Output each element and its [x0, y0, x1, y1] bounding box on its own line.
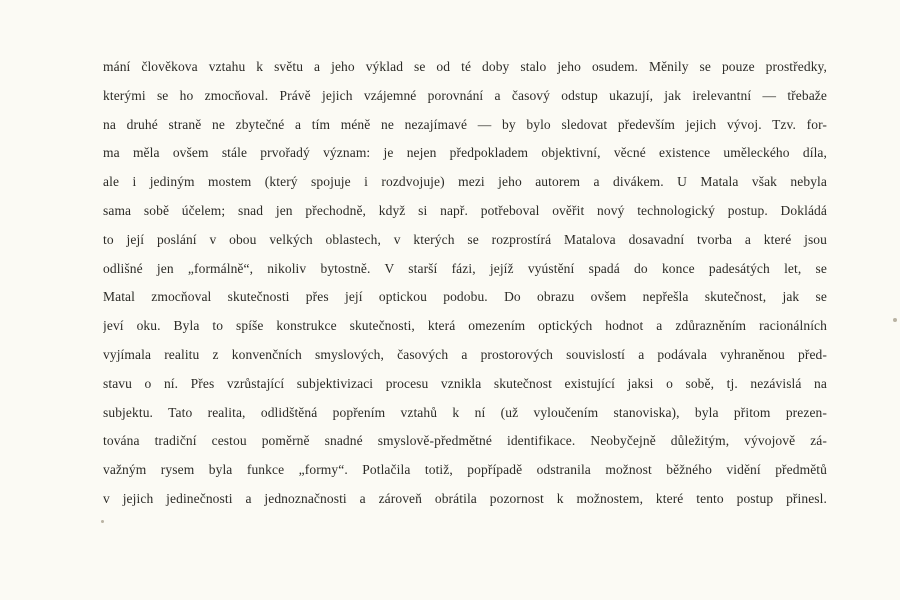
- text-line: na druhé straně ne zbytečné a tím méně ne nezajímavé — by bylo sledovat především jejich vývoj. Tzv. for-: [103, 116, 827, 132]
- text-line: subjektu. Tato realita, odlidštěná popřením vztahů k ní (už vyloučením stanoviska), byla přitom prezen-: [103, 404, 827, 420]
- text-line: ale i jediným mostem (který spojuje i rozdvojuje) mezi jeho autorem a divákem. U Matala však nebyla: [103, 174, 827, 190]
- text-line: tována tradiční cestou poměrně snadné smyslově-předmětné identifikace. Neobyčejně důležitým, vývojově zá-: [103, 433, 827, 449]
- text-line: ma měla ovšem stále prvořadý význam: je nejen předpokladem objektivní, věcné existence uměleckého díla,: [103, 145, 827, 161]
- text-line: kterými se ho zmocňoval. Právě jejich vzájemné porovnání a časový odstup ukazují, jak irelevantní — třebaže: [103, 87, 827, 103]
- text-line: stavu o ní. Přes vzrůstající subjektivizaci procesu vznikla skutečnost existující jaksi o sobě, tj. nezávislá na: [103, 375, 827, 391]
- text-line: odlišné jen „formálně“, nikoliv bytostně. V starší fázi, jejíž vyústění spadá do konce padesátých let, se: [103, 260, 827, 276]
- paper-speck: [101, 520, 104, 523]
- body-text: [103, 53, 827, 514]
- text-line: vyjímala realitu z konvenčních smyslových, časových a prostorových souvislostí a podávala vyhraněnou před-: [103, 346, 827, 362]
- text-line: važným rysem byla funkce „formy“. Potlačila totiž, popřípadě odstranila možnost běžného vidění předmětů: [103, 462, 827, 478]
- text-line: jeví oku. Byla to spíše konstrukce skutečnosti, která omezením optických hodnot a zdůrazněním racionálních: [103, 318, 827, 334]
- text-line: sama sobě účelem; snad jen přechodně, když si např. potřeboval ověřit nový technologický postup. Dokládá: [103, 202, 827, 218]
- text-line: Matal zmocňoval skutečnosti přes její optickou podobu. Do obrazu ovšem nepřešla skutečnost, jak se: [103, 289, 827, 305]
- paper-speck: [893, 318, 897, 322]
- text-line: to její poslání v obou velkých oblastech, v kterých se rozprostírá Matalova dosavadní tvorba a které jsou: [103, 231, 827, 247]
- text-line: mání člověkova vztahu k světu a jeho výklad se od té doby stalo jeho osudem. Měnily se pouze prostředky,: [103, 59, 827, 74]
- text-line: v jejich jedinečnosti a jednoznačnosti a zároveň obrátila pozornost k možnostem, které tento postup přinesl.: [103, 490, 827, 506]
